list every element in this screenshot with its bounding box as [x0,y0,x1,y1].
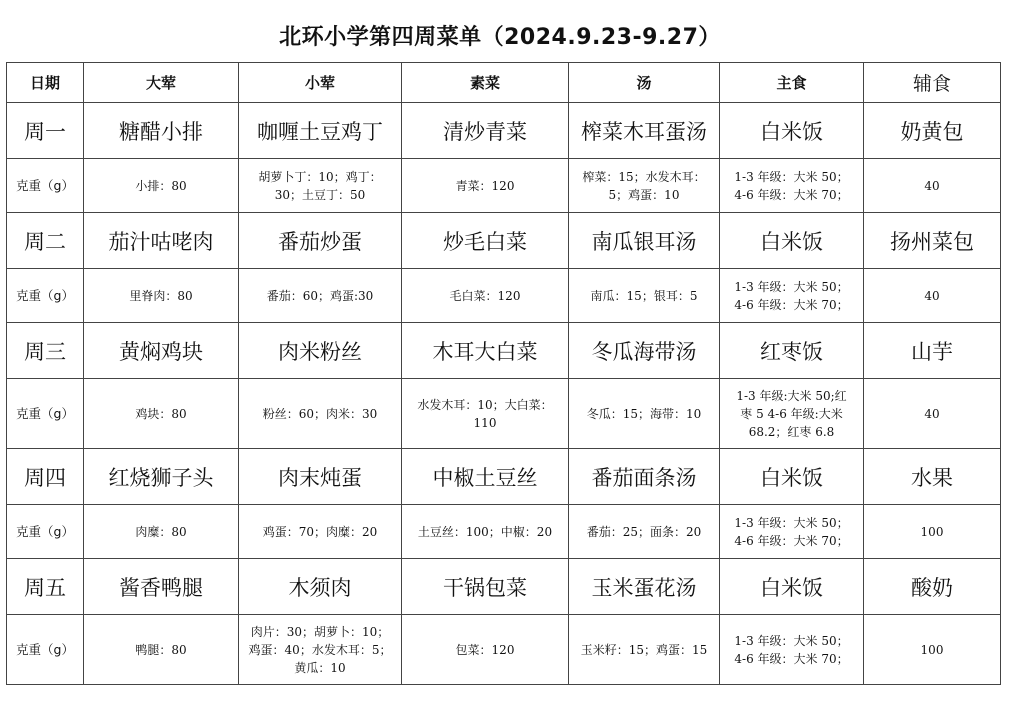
dish-staple: 白米饭 [720,449,864,505]
header-small-meat: 小荤 [239,63,402,103]
weight-big-meat [84,269,239,323]
weight-side [864,159,1001,213]
weight-staple [720,159,864,213]
dish-vegetable: 中椒土豆丝 [402,449,569,505]
weight-row [7,615,1001,685]
weight-line: 毛白菜：120 [449,288,521,303]
dish-vegetable: 清炒青菜 [402,103,569,159]
dish-vegetable: 炒毛白菜 [402,213,569,269]
weight-staple [720,615,864,685]
header-big-meat: 大荤 [84,63,239,103]
dish-row [7,323,1001,379]
weight-line: 4-6 年级：大米 70； [734,651,849,666]
weight-line: 68.2；红枣 6.8 [748,424,835,439]
weight-soup [569,269,720,323]
weight-line: 100 [920,642,944,657]
dish-vegetable: 干锅包菜 [402,559,569,615]
weight-line: 水发木耳：10；大白菜： [417,397,553,412]
dish-side: 扬州菜包 [864,213,1001,269]
weight-line: 110 [473,415,497,430]
dish-big-meat: 酱香鸭腿 [84,559,239,615]
dish-small-meat: 木须肉 [239,559,402,615]
weight-line: 里脊肉：80 [129,288,193,303]
weight-line: 冬瓜：15；海带：10 [586,406,702,421]
weight-line: 鸡蛋：70；肉糜：20 [262,524,378,539]
dish-row [7,103,1001,159]
weight-line: 鸡蛋：40；水发木耳：5； [248,642,392,657]
weight-label: 克重（g） [7,505,84,559]
dish-side: 奶黄包 [864,103,1001,159]
weight-row [7,159,1001,213]
dish-soup: 南瓜银耳汤 [569,213,720,269]
weight-small-meat [239,159,402,213]
weight-big-meat [84,159,239,213]
weekly-menu-table [6,62,1001,685]
dish-small-meat: 咖喱土豆鸡丁 [239,103,402,159]
weight-line: 枣 5 4-6 年级:大米 [740,406,843,421]
dish-vegetable: 木耳大白菜 [402,323,569,379]
weight-line: 肉糜：80 [135,524,187,539]
weight-line: 小排：80 [135,178,187,193]
dish-side: 酸奶 [864,559,1001,615]
dish-side: 山芋 [864,323,1001,379]
weight-line: 1-3 年级：大米 50； [734,279,849,294]
weight-line: 5；鸡蛋：10 [608,187,680,202]
weight-line: 鸭腿：80 [135,642,187,657]
dish-staple: 白米饭 [720,213,864,269]
weight-line: 番茄：60；鸡蛋:30 [266,288,374,303]
dish-staple: 白米饭 [720,103,864,159]
weight-line: 40 [924,288,940,303]
weight-label: 克重（g） [7,159,84,213]
weight-line: 4-6 年级：大米 70； [734,187,849,202]
weight-label: 克重（g） [7,615,84,685]
day-label: 周二 [7,213,84,269]
weight-label: 克重（g） [7,379,84,449]
weight-label: 克重（g） [7,269,84,323]
weight-soup [569,505,720,559]
weight-line: 40 [924,178,940,193]
dish-big-meat: 红烧狮子头 [84,449,239,505]
weight-line: 4-6 年级：大米 70； [734,533,849,548]
weight-line: 30；土豆丁：50 [274,187,366,202]
weight-line: 1-3 年级：大米 50； [734,169,849,184]
weight-line: 玉米籽：15；鸡蛋：15 [580,642,708,657]
weight-vegetable [402,159,569,213]
weight-line: 100 [920,524,944,539]
weight-vegetable [402,379,569,449]
dish-small-meat: 肉末炖蛋 [239,449,402,505]
weight-vegetable [402,615,569,685]
weight-row [7,379,1001,449]
weight-line: 1-3 年级：大米 50； [734,633,849,648]
weight-line: 肉片：30；胡萝卜：10； [250,624,390,639]
weight-side [864,379,1001,449]
weight-small-meat [239,615,402,685]
header-date: 日期 [7,63,84,103]
weight-soup [569,159,720,213]
weight-side [864,615,1001,685]
weight-row [7,269,1001,323]
weight-line: 1-3 年级:大米 50;红 [736,388,847,403]
day-label: 周一 [7,103,84,159]
dish-row [7,449,1001,505]
weight-side [864,505,1001,559]
dish-big-meat: 茄汁咕咾肉 [84,213,239,269]
dish-soup: 榨菜木耳蛋汤 [569,103,720,159]
weight-small-meat [239,505,402,559]
weight-staple [720,379,864,449]
weight-big-meat [84,379,239,449]
dish-soup: 番茄面条汤 [569,449,720,505]
header-row [7,63,1001,103]
weight-vegetable [402,505,569,559]
dish-big-meat: 黄焖鸡块 [84,323,239,379]
dish-side: 水果 [864,449,1001,505]
dish-big-meat: 糖醋小排 [84,103,239,159]
weight-staple [720,269,864,323]
weight-soup [569,615,720,685]
weight-line: 土豆丝：100；中椒：20 [417,524,553,539]
page-title: 北环小学第四周菜单（2024.9.23-9.27） [279,25,721,50]
weight-small-meat [239,379,402,449]
header-soup: 汤 [569,63,720,103]
weight-line: 青菜：120 [455,178,515,193]
dish-small-meat: 番茄炒蛋 [239,213,402,269]
weight-side [864,269,1001,323]
day-label: 周四 [7,449,84,505]
menu-body [7,103,1001,685]
day-label: 周五 [7,559,84,615]
weight-line: 南瓜：15；银耳：5 [590,288,698,303]
weight-line: 胡萝卜丁：10；鸡丁： [258,169,382,184]
weight-small-meat [239,269,402,323]
weight-line: 包菜：120 [455,642,515,657]
dish-small-meat: 肉米粉丝 [239,323,402,379]
weight-line: 番茄：25；面条：20 [586,524,702,539]
header-vegetable: 素菜 [402,63,569,103]
dish-row [7,213,1001,269]
weight-line: 粉丝：60；肉米：30 [262,406,378,421]
weight-soup [569,379,720,449]
weight-line: 鸡块：80 [135,406,187,421]
dish-staple: 白米饭 [720,559,864,615]
dish-soup: 冬瓜海带汤 [569,323,720,379]
dish-staple: 红枣饭 [720,323,864,379]
weight-vegetable [402,269,569,323]
weight-staple [720,505,864,559]
weight-line: 榨菜：15；水发木耳： [582,169,706,184]
weight-line: 1-3 年级：大米 50； [734,515,849,530]
day-label: 周三 [7,323,84,379]
weight-line: 黄瓜：10 [294,660,346,675]
dish-soup: 玉米蛋花汤 [569,559,720,615]
weight-big-meat [84,505,239,559]
header-staple: 主食 [720,63,864,103]
weight-line: 40 [924,406,940,421]
weight-line: 4-6 年级：大米 70； [734,297,849,312]
header-side: 辅食 [864,63,1001,103]
weight-row [7,505,1001,559]
dish-row [7,559,1001,615]
weight-big-meat [84,615,239,685]
